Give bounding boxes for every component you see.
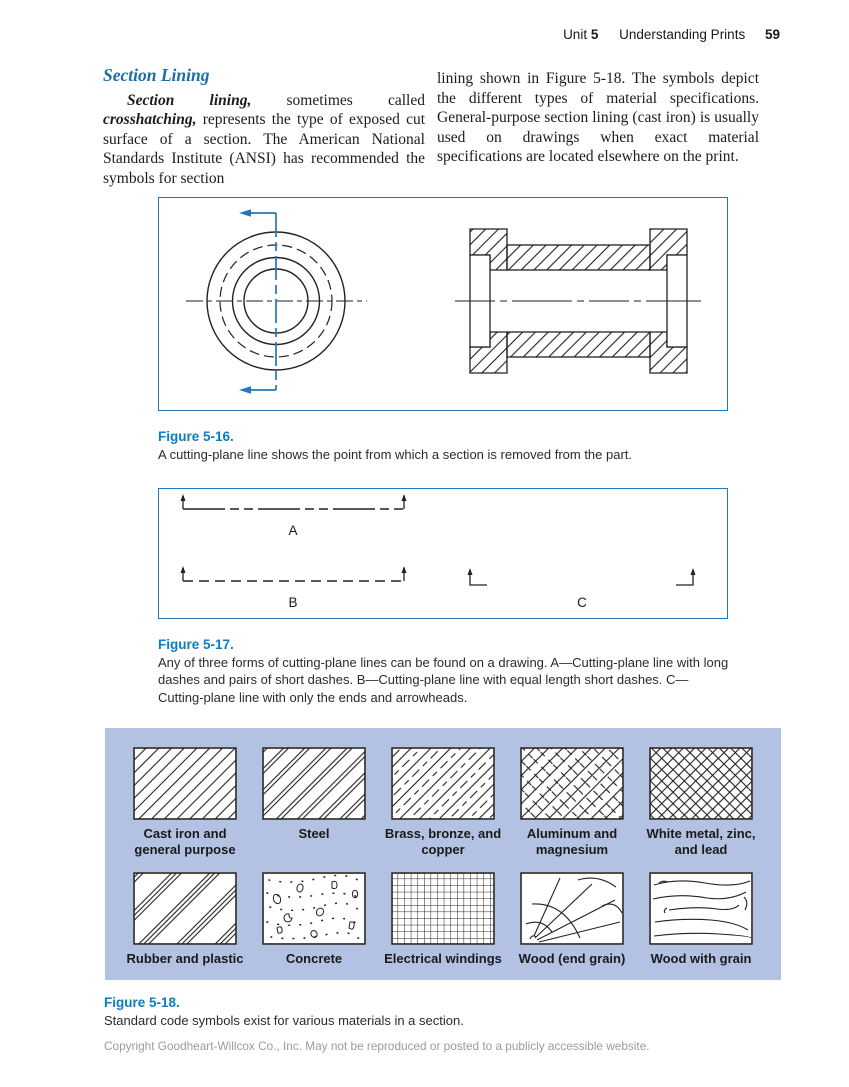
aluminum-hatch-swatch bbox=[520, 747, 624, 820]
figure-5-16-caption-text: A cutting-plane line shows the point from which a section is removed from the part. bbox=[158, 446, 633, 462]
figure-5-17-drawing bbox=[158, 488, 728, 619]
material-row-1 bbox=[105, 747, 781, 857]
material-label: Wood with grain bbox=[650, 951, 752, 966]
material-concrete bbox=[250, 872, 378, 967]
book-section-title: Understanding Prints bbox=[619, 27, 746, 42]
material-electrical-windings bbox=[379, 872, 507, 967]
running-header bbox=[563, 27, 780, 42]
term-crosshatching: crosshatching, bbox=[103, 111, 197, 128]
electrical-windings-swatch bbox=[391, 872, 495, 945]
rubber-hatch-swatch bbox=[133, 872, 237, 945]
figure-5-17-caption-text: Any of three forms of cutting-plane lines can be found on a drawing. A—Cutting-plane line with long dashes and pairs of short dashes. B—Cutting-plane line with equal length short dashes. C—Cutting-plane line with only the ends and arrowheads. bbox=[158, 654, 729, 705]
steel-hatch-swatch bbox=[262, 747, 366, 820]
figure-5-18-caption-text: Standard code symbols exist for various materials in a section. bbox=[104, 1012, 464, 1028]
material-label: Aluminum and magnesium bbox=[526, 826, 618, 857]
material-white-metal-zinc-lead bbox=[637, 747, 765, 857]
copyright-notice: Copyright Goodheart-Willcox Co., Inc. May not be reproduced or posted to a publicly accessible website. bbox=[104, 1039, 650, 1053]
line-b-label: B bbox=[288, 595, 298, 610]
figure-5-16-label: Figure 5-16. bbox=[158, 429, 234, 444]
left-column bbox=[103, 66, 425, 188]
line-a-label: A bbox=[288, 523, 298, 538]
material-label: Wood (end grain) bbox=[518, 951, 626, 966]
wood-with-grain-swatch bbox=[649, 872, 753, 945]
figure-5-17-label: Figure 5-17. bbox=[158, 637, 234, 652]
material-aluminum-magnesium bbox=[508, 747, 636, 857]
material-label: Rubber and plastic bbox=[126, 951, 244, 966]
paragraph-text: sometimes called bbox=[251, 91, 425, 109]
right-column bbox=[437, 69, 759, 167]
term-section-lining: Section lining, bbox=[127, 91, 252, 109]
material-wood-end-grain bbox=[508, 872, 636, 967]
material-wood-with-grain bbox=[637, 872, 765, 967]
figure-5-16-caption bbox=[158, 428, 728, 463]
cutting-plane-line-forms bbox=[159, 489, 725, 616]
concrete-swatch bbox=[262, 872, 366, 945]
body-paragraph-right: lining shown in Figure 5-18. The symbols depict the different types of material specifications. General-purpose section lining (cast iron) is usually used on drawings when exact material specifications are located elsewhere on the print. bbox=[437, 70, 759, 165]
material-row-2 bbox=[105, 872, 781, 967]
material-label: Electrical windings bbox=[384, 951, 502, 966]
cutting-plane-section-drawing bbox=[159, 198, 725, 408]
figure-5-17-caption bbox=[158, 636, 733, 706]
unit-number: 5 bbox=[590, 27, 599, 42]
cast-iron-hatch-swatch bbox=[133, 747, 237, 820]
brass-hatch-swatch bbox=[391, 747, 495, 820]
line-c-label: C bbox=[577, 595, 587, 610]
figure-5-16-drawing bbox=[158, 197, 728, 411]
wood-end-grain-swatch bbox=[520, 872, 624, 945]
body-paragraph-left bbox=[103, 91, 425, 189]
material-steel bbox=[250, 747, 378, 857]
figure-5-18-material-panel bbox=[105, 728, 781, 980]
material-label: Brass, bronze, and copper bbox=[384, 826, 502, 857]
material-label: Cast iron and general purpose bbox=[134, 826, 236, 857]
white-metal-hatch-swatch bbox=[649, 747, 753, 820]
material-label: White metal, zinc, and lead bbox=[646, 826, 756, 857]
material-label: Steel bbox=[298, 826, 330, 841]
unit-word: Unit bbox=[563, 27, 588, 42]
paragraph-text: represents the type of exposed cut surface of a section. The American National Standards Institute (ANSI) has recommended the symbols for section bbox=[103, 111, 425, 187]
material-cast-iron bbox=[121, 747, 249, 857]
figure-5-18-caption bbox=[104, 994, 704, 1029]
material-rubber-plastic bbox=[121, 872, 249, 967]
section-heading: Section Lining bbox=[103, 65, 210, 85]
material-label: Concrete bbox=[285, 951, 343, 966]
material-brass-bronze-copper bbox=[379, 747, 507, 857]
page-number: 59 bbox=[764, 27, 780, 42]
figure-5-18-label: Figure 5-18. bbox=[104, 995, 180, 1010]
